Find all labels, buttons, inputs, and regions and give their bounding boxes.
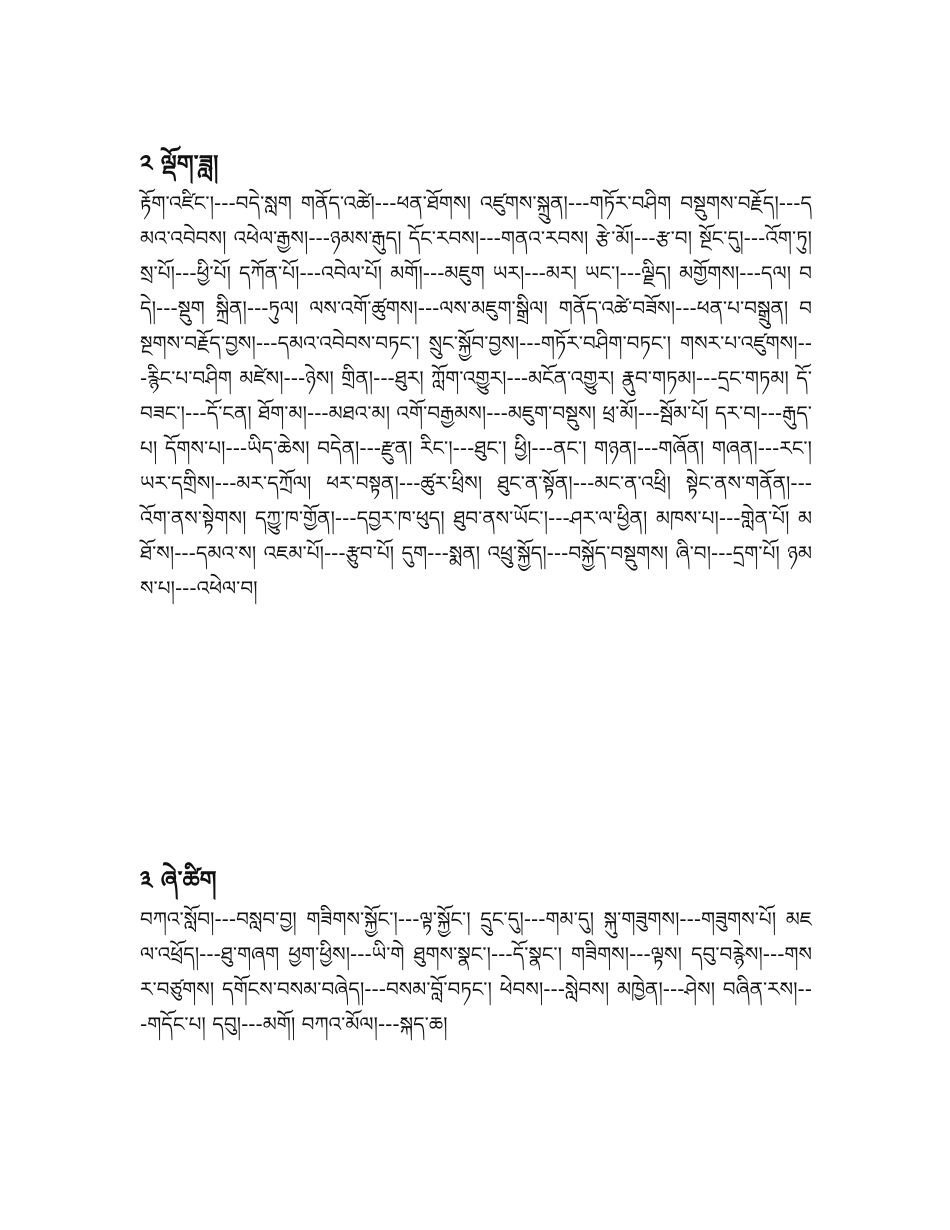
section-heading: ༢ ལྡོག་ཟླ།	[140, 150, 219, 178]
section-body: བཀའ་སློབ།---བསླབ་བྱ། གཟིགས་སྐྱོང་།---ལྟ་སྐྱོང་། དྲུང་དུ།---གམ་དུ། སྐུ་གཟུགས།---གཟུགས་པོ། མཇལ་འཕྲོད།---ཐུ་གཞག ཕྱག་ཕྱིས།---ཡི་གེ ཐུགས་སྣང་།---དོ་སྣང་། གཟིགས།---ལྟས། དབུ་བརྙེས།---གསར་བཙུགས། དགོངས་བསམ་བཞེད།---བསམ་བློ་བཏང་། ཕེབས།---སླེབས། མཁྱེན།---ཤེས། བཞིན་རས།---གདོང་པ། དབུ།---མགོ། བཀའ་མོལ།---སྐད་ཆ།	[140, 907, 812, 1036]
section-body: རྟོག་འཛིང་།---བདེ་སླག གནོད་འཚེ།---ཕན་ཐོགས། འཛུགས་སྐྲུན།---གཏོར་བཤིག བསྡུགས་བརྗོད།---དམའ་འབེབས། འཕེལ་རྒྱས།---ཉམས་རྒུད། དོང་རབས།---གནའ་རབས། རྩེ་མོ།---རྩ་བ། སྔོང་དུ།---འོག་ཏུ། སྲ་པོ།---ཕྱི་པོ། དཀོན་པོ།---འབེལ་པོ། མགོ།---མཇུག ཡར།---མར། ཡང་།---ལྗིད། མགྱོགས།---དལ། བདེ།---སྡུག སྐྲིན།---ཏུལ། ལས་འགོ་ཚུགས།---ལས་མཇུག་སྒྲིལ། གནོད་འཚེ་བཟོས།---ཕན་པ་བསྒྲུན། བསྔགས་བརྗོད་བྱས།---དམའ་འབེབས་བཏང་། སྲུང་སྐྱོབ་བྱས།---གཏོར་བཤིག་བཏང་། གསར་པ་འཛུགས།---རྙིང་པ་བཤིག མཛེས།---ཉེས། གྲིན།---ཐུར། ཀློག་འགྱུར།---མངོན་འགྱུར། རྣུབ་གཏམ།---དྲང་གཏམ། དོ་བཟང་།---དོ་ངན། ཐོག་མ།---མཐའ་མ། འགོ་བརྒྱམས།---མཇུག་བསྡུས། ཕྲ་མོ།---སྦོམ་པོ། དར་བ།---རྒུད་པ། དོགས་པ།---ཡིད་ཆེས། བདེན།---རྫུན། རིང་།---ཐུང་། ཕྱི།---ནང་། གཉན།---གཞོན། གཞན།---རང་། ཡར་དགྲིས།---མར་དཀྲོལ། ཕར་བསྟན།---ཚུར་ཕྲིས། ཐུང་ན་སྟོན།---མང་ན་འཕྲི། སྟེང་ནས་གནོན།---འོག་ནས་སྟེགས། དཀྱུ་ཁ་གྱོན།---དབྱར་ཁ་ཕུད། ཐུབ་ནས་ཡོང་།---ཤར་ལ་ཕྱིན། མཁས་པ།---གླེན་པོ། མཐོ་ས།---དམའ་ས། འཇམ་པོ།---རྩུབ་པོ། དུག---སྨན། འཕྲུ་སྐྱོད།---བསྐྱོད་བསྡུགས། ཞི་བ།---དྲག་པོ། ཉམས་པ།---འཕེལ་བ།	[140, 191, 812, 600]
section-antonyms	[140, 146, 812, 606]
section-heading: ༣ ཞེ་ཚིག	[140, 866, 217, 894]
section-honorifics	[140, 862, 812, 1042]
